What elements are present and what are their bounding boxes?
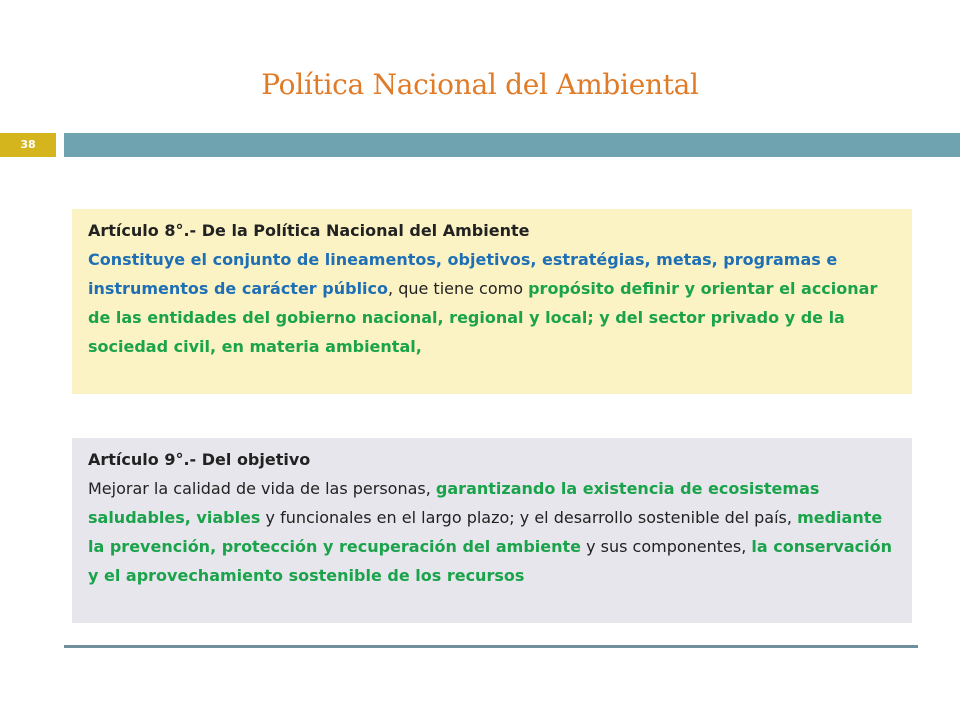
article-9-text-plain-2: y funcionales en el largo plazo; y el desarrollo sostenible del país, (260, 508, 798, 527)
article-9-text-green-3: la conservación y el aprovechamiento sostenible de los recursos (88, 537, 892, 585)
article-9-body (88, 474, 896, 590)
article-9-text-green-1: garantizando la existencia de ecosistemas saludables, viables (88, 479, 820, 527)
article-8-text-blue: Constituye el conjunto de lineamentos, objetivos, estratégias, metas, programas e instrumentos de carácter público (88, 250, 838, 298)
page-title: Política Nacional del Ambiental (261, 68, 699, 101)
footer-divider (64, 645, 918, 648)
article-8-body (88, 245, 896, 361)
article-8-box (72, 209, 912, 394)
header-accent-bar (64, 133, 960, 157)
slide-number-badge: 38 (0, 133, 56, 157)
article-8-heading: Artículo 8°.- De la Política Nacional del Ambiente (88, 221, 530, 240)
article-8-text-plain: , que tiene como (388, 279, 529, 298)
article-9-text-plain-1: Mejorar la calidad de vida de las personas, (88, 479, 436, 498)
article-9-text-plain-3: y sus componentes, (581, 537, 752, 556)
article-9-heading: Artículo 9°.- Del objetivo (88, 450, 311, 469)
article-9-box (72, 438, 912, 623)
article-9-text-green-2: mediante la prevención, protección y recuperación del ambiente (88, 508, 883, 556)
article-8-text-green: propósito definir y orientar el accionar de las entidades del gobierno nacional, regional y local; y del sector privado y de la sociedad civil, en materia ambiental, (88, 279, 878, 356)
